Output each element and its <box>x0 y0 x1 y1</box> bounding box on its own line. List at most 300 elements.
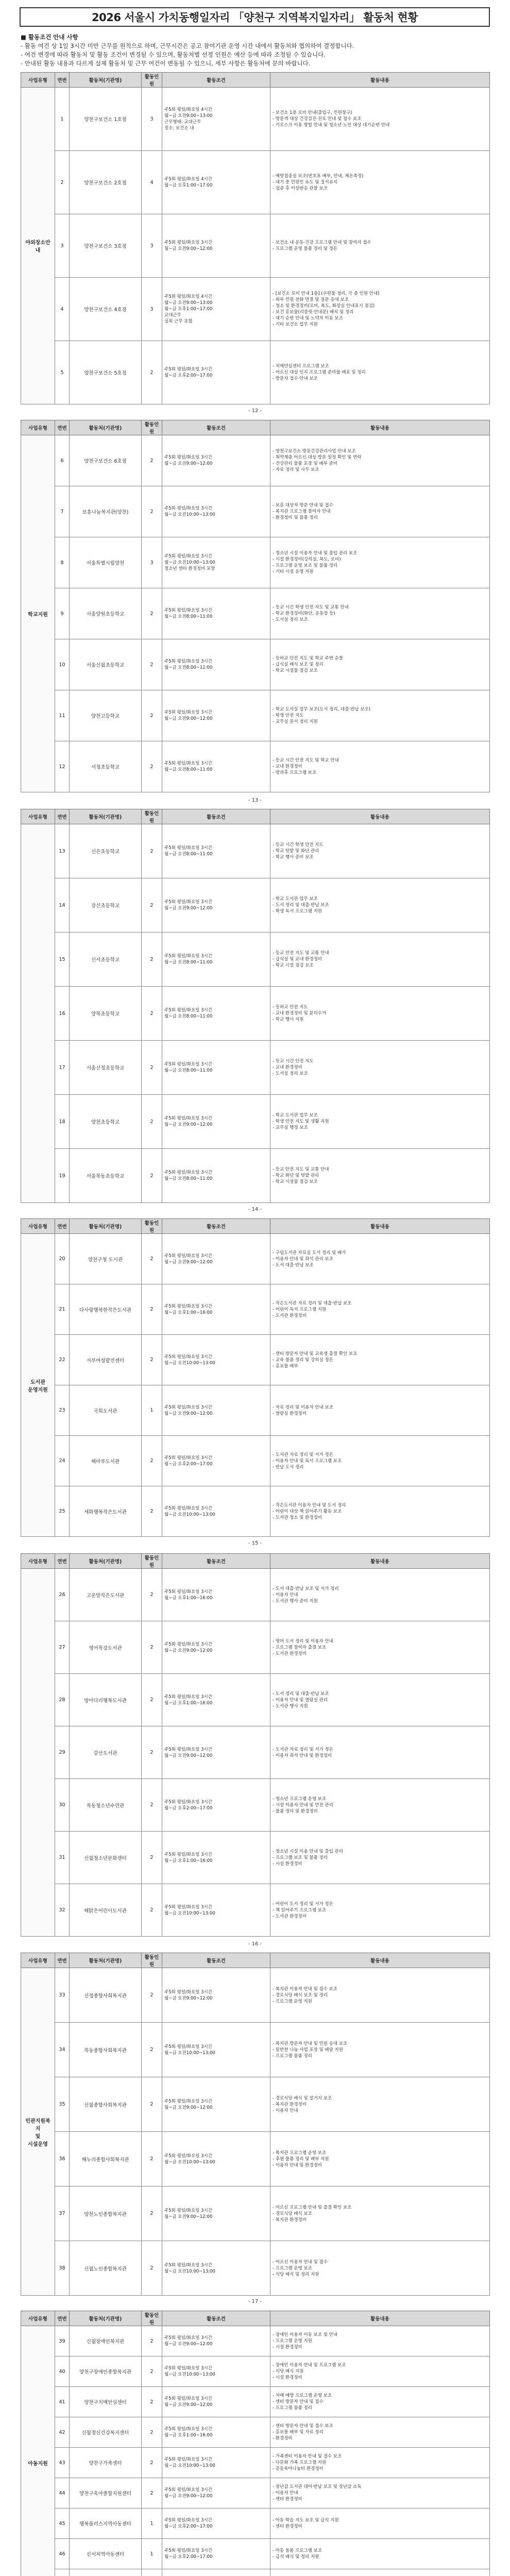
category-cell <box>21 824 55 1203</box>
table-row <box>21 1726 490 1779</box>
work-conditions: 주5회 평일/화요일 3시간 월~금 오후1:00~16:00 <box>162 1569 270 1621</box>
row-number: 40 <box>55 2357 70 2387</box>
column-header: 활동처(기관명) <box>70 73 142 88</box>
headcount: 2 <box>142 2478 162 2509</box>
row-number: 30 <box>55 1779 70 1832</box>
table-block <box>21 1953 489 2296</box>
column-header: 활동조건 <box>162 809 270 824</box>
work-conditions: 주5회 평일/화요일 3시간 월~금 오전9:00~12:00 <box>162 1385 270 1436</box>
work-conditions: 주5회 평일/화요일 3시간 월~금 오전8:00~11:00 <box>162 588 270 639</box>
column-header: 활동조건 <box>162 73 270 88</box>
org-name: 서울신월초등학교 <box>70 639 142 690</box>
work-conditions: 주5회 평일/화요일 3시간 월~금 오전9:00~12:00 <box>162 1968 270 2023</box>
row-number: 17 <box>55 1041 70 1095</box>
headcount: 3 <box>142 88 162 151</box>
headcount: 2 <box>142 1832 162 1884</box>
work-conditions: 주5회 평일/화요일 3시간 월~금 오전9:00~12:00 <box>162 1234 270 1284</box>
row-number: 22 <box>55 1335 70 1385</box>
work-conditions: 주5회 평일/화요일 3시간 월~금 오전10:00~13:00 <box>162 2241 270 2296</box>
work-conditions: 주5회 평일/화요일 3시간 월~금 오전9:00~12:00 <box>162 1095 270 1149</box>
table-block <box>21 72 489 404</box>
column-header: 활동조건 <box>162 420 270 435</box>
page-number: - 17 - <box>248 2299 262 2304</box>
headcount: 2 <box>142 1726 162 1779</box>
org-name: 서울신정초등학교 <box>70 1041 142 1095</box>
row-number: 19 <box>55 1149 70 1203</box>
headcount: 2 <box>142 1674 162 1726</box>
table-row <box>21 1968 490 2023</box>
row-number: 39 <box>55 2326 70 2357</box>
row-number: 15 <box>55 933 70 987</box>
headcount: 2 <box>142 2187 162 2241</box>
work-duties: - 보건소 내 운동·건강 프로그램 안내 및 참여자 접수 - 프로그램 운영 물품 정리 및 정돈 <box>270 214 490 278</box>
work-conditions: 주5회 평일/화요일 3시간 월~금 오전9:00~12:00 <box>162 2478 270 2509</box>
work-duties: - 양천구보건소 방문건강관리사업 안내 보조 - 취약계층 어르신 대상 방문 일정 확인 및 연락 - 건강관리 물품 포장 및 배부 준비 - 자료 정리 및 사무 보조 <box>270 435 490 486</box>
headcount: 2 <box>142 1779 162 1832</box>
row-number: 14 <box>55 878 70 933</box>
category-cell: 도서관 운영지원 <box>21 1234 55 1537</box>
column-header: 사업유형 <box>21 2311 55 2326</box>
table-row <box>21 278 490 341</box>
row-number: 13 <box>55 824 70 878</box>
table-row <box>21 1149 490 1203</box>
table-row <box>21 537 490 588</box>
row-number: 26 <box>55 1569 70 1621</box>
column-header: 사업유형 <box>21 1953 55 1968</box>
org-name: 서울특별시립양천 <box>70 537 142 588</box>
row-number: 38 <box>55 2241 70 2296</box>
headcount: 2 <box>142 2241 162 2296</box>
activity-table <box>21 420 490 792</box>
table-row <box>21 741 490 792</box>
org-name: 양천구보건소 3호점 <box>70 214 142 278</box>
column-header: 활동조건 <box>162 1554 270 1569</box>
headcount: 2 <box>142 1335 162 1385</box>
org-name: 세화행복작은도서관 <box>70 1486 142 1537</box>
row-number: 29 <box>55 1726 70 1779</box>
org-name: 방아다리행복도서관 <box>70 1674 142 1726</box>
table-row <box>21 341 490 404</box>
work-duties: - 어르신 이용자 안내 및 접수 - 프로그램 운영 보조 - 식당 배식 및 정리 지원 <box>270 2241 490 2296</box>
table-row <box>21 2478 490 2509</box>
column-header: 활동인원 <box>142 2311 162 2326</box>
org-name: 신서지역아동센터 <box>70 2539 142 2569</box>
category-cell: 민관지원복지 및 시설운영 <box>21 1968 55 2296</box>
table-row <box>21 1234 490 1284</box>
column-header: 연번 <box>55 809 70 824</box>
row-number: 16 <box>55 987 70 1041</box>
page-number: - 12 - <box>248 408 262 414</box>
headcount: 2 <box>142 933 162 987</box>
row-number: 35 <box>55 2077 70 2132</box>
work-duties: - 등교 시간 학생 안전 지도 및 교통 안내 - 학교 환경정비(화단, 운동장 등) - 도서실 정리 보조 <box>270 588 490 639</box>
work-duties: - 작은도서관 자료 정리 및 대출·반납 보조 - 어린이 독서 프로그램 지원 - 도서관 환경정비 <box>270 1284 490 1335</box>
row-number: 32 <box>55 1884 70 1937</box>
row-number: 7 <box>55 486 70 537</box>
work-conditions: 주5회 평일/화요일 3시간 월~금 오후1:00~16:00 <box>162 1832 270 1884</box>
table-block <box>21 1218 489 1537</box>
column-header: 활동인원 <box>142 1953 162 1968</box>
work-duties: - 경로식당 배식 및 설거지 보조 - 복지관 환경정비 - 이용자 안내 <box>270 2077 490 2132</box>
table-row <box>21 2387 490 2417</box>
work-conditions: 주5회 평일/화요일 3시간 월~금 오전10:00~13:00 <box>162 2132 270 2187</box>
column-header: 연번 <box>55 420 70 435</box>
category-cell: 학교지원 <box>21 435 55 792</box>
org-name <box>70 2569 142 2576</box>
headcount: 2 <box>142 690 162 741</box>
headcount: 2 <box>142 1149 162 1203</box>
work-conditions: 주5회 평일/화요일 3시간 월~금 오후1:00~16:00 <box>162 1284 270 1335</box>
org-name: 신월노인종합복지관 <box>70 2241 142 2296</box>
column-header: 활동인원 <box>142 1554 162 1569</box>
headcount: 2 <box>142 588 162 639</box>
row-number: 5 <box>55 341 70 404</box>
column-header: 활동인원 <box>142 809 162 824</box>
row-number: 21 <box>55 1284 70 1335</box>
work-conditions: 주5회 평일/화요일 3시간 월~금 오전8:00~11:00 <box>162 639 270 690</box>
headcount: 2 <box>142 878 162 933</box>
work-duties: - 예방접종실 보조(번호표 배부, 안내, 체온측정) - 대기 중 민원인 유도 및 질서유지 - 접종 후 이상반응 관찰 보조 <box>270 151 490 214</box>
row-number: 12 <box>55 741 70 792</box>
work-conditions: 주5회 평일/화요일 3시간 월~금 오후2:00~17:00 <box>162 2509 270 2539</box>
org-name: 신월장애인복지관 <box>70 2326 142 2357</box>
row-number: 33 <box>55 1968 70 2023</box>
org-name: 양천구보건소 2호점 <box>70 151 142 214</box>
headcount: 1 <box>142 2539 162 2569</box>
column-header: 사업유형 <box>21 73 55 88</box>
work-duties: - 학교 도서관 업무 보조 - 도서 정리 및 대출·반납 보조 - 학생 독서 프로그램 지원 <box>270 878 490 933</box>
work-duties <box>270 2569 490 2576</box>
work-duties: - 등교 안전 지도 및 교통 안내 - 급식실 및 교내 환경정비 - 학교 시설 점검 보조 <box>270 933 490 987</box>
org-name: 신월청소년문화센터 <box>70 1832 142 1884</box>
org-name: 양천초등학교 <box>70 1095 142 1149</box>
row-number: 18 <box>55 1095 70 1149</box>
work-conditions: 주5회 평일/화요일 3시간 월~금 오전8:00~11:00 <box>162 1041 270 1095</box>
work-conditions: 주5회 평일/화요일 3시간 월~금 오후1:00~16:00 <box>162 2417 270 2448</box>
org-name: 해맑은어린이도서관 <box>70 1884 142 1937</box>
work-duties: - 치매 예방 프로그램 운영 보조 - 센터 방문자 안내 및 접수 - 프로그램 물품 정리 <box>270 2387 490 2417</box>
work-conditions: 주5회 평일/화요일 3시간 월~금 오전8:00~11:00 <box>162 1149 270 1203</box>
org-name: 양천고등학교 <box>70 690 142 741</box>
org-name: 서부여성발전센터 <box>70 1335 142 1385</box>
work-duties: - 작은도서관 이용자 안내 및 도서 정리 - 어린이 대상 책 읽어주기 활동 보조 - 도서관 청소 및 환경정비 <box>270 1486 490 1537</box>
work-conditions: 주5회 평일/화요일 3시간 월~금 오후2:00~17:00 <box>162 1779 270 1832</box>
row-number: 41 <box>55 2387 70 2417</box>
work-duties: - 장애인 이용자 안내 및 프로그램 보조 - 식당 배식 지원 - 시설 환경정비 <box>270 2357 490 2387</box>
column-header: 활동인원 <box>142 1219 162 1234</box>
table-row <box>21 1779 490 1832</box>
column-header: 활동조건 <box>162 1219 270 1234</box>
work-duties: - 영어 도서 정리 및 이용자 안내 - 프로그램 참여자 출결 보조 - 도서관 환경정비 <box>270 1621 490 1674</box>
note-line: - 활동 여건 상 1일 3시간 미만 근무를 원칙으로 하며, 근무시간은 공고 참여기관 운영 시간 내에서 활동처와 협의하여 결정합니다. <box>21 42 354 49</box>
work-duties: - 센터 방문자 안내 및 접수 보조 - 홍보물 배부 및 자료 정리 - 환경정비 <box>270 2417 490 2448</box>
row-number: 6 <box>55 435 70 486</box>
row-number: 37 <box>55 2187 70 2241</box>
column-header: 활동처(기관명) <box>70 420 142 435</box>
column-header: 활동내용 <box>270 420 490 435</box>
org-name: 신서초등학교 <box>70 933 142 987</box>
headcount: 2 <box>142 2132 162 2187</box>
work-duties: - 도서관 자료 정리 및 서가 정돈 - 이용자 좌석 안내 및 환경정비 <box>270 1726 490 1779</box>
headcount: 2 <box>142 2387 162 2417</box>
table-header-row <box>21 420 490 435</box>
work-duties: - 가족센터 이용자 안내 및 접수 보조 - 다문화 가족 프로그램 지원 - 공동육아나눔터 환경정비 <box>270 2448 490 2478</box>
page-number: - 15 - <box>248 1540 262 1546</box>
row-number: 34 <box>55 2023 70 2077</box>
org-name: 신월종합사회복지관 <box>70 2077 142 2132</box>
work-duties: - 학교 도서실 업무 보조(도서 정리, 대출·반납 보조) - 학생 안전 지도 - 교무실 문서 정리 지원 <box>270 690 490 741</box>
work-duties: - 등하교 안전 지도 - 교내 환경정비 및 분리수거 - 학교 행사 지원 <box>270 987 490 1041</box>
table-row <box>21 1569 490 1621</box>
work-duties: - 도서 대출·반납 보조 및 서가 정리 - 이용자 안내 - 도서관 행사 준비 지원 <box>270 1569 490 1621</box>
org-name: 신은초등학교 <box>70 824 142 878</box>
row-number: 24 <box>55 1436 70 1486</box>
page-number: - 13 - <box>248 798 262 803</box>
activity-table <box>21 72 490 404</box>
work-duties: - 등교 안전 지도 및 교통 안내 - 학교 화단 및 텃밭 관리 - 학교 시설물 점검 보조 <box>270 1149 490 1203</box>
table-row <box>21 1621 490 1674</box>
headcount: 2 <box>142 1041 162 1095</box>
work-conditions: 주5회 평일/화요일 3시간 월~금 오후2:00~17:00 <box>162 1436 270 1486</box>
headcount: 3 <box>142 214 162 278</box>
org-name: 양천노인종합복지관 <box>70 2187 142 2241</box>
org-name: 고운말작은도서관 <box>70 1569 142 1621</box>
row-number: 20 <box>55 1234 70 1284</box>
table-row <box>21 1486 490 1537</box>
org-name: 보훈나눔복지관(양천) <box>70 486 142 537</box>
org-name: 양천구보건소 5호점 <box>70 341 142 404</box>
row-number: 46 <box>55 2539 70 2569</box>
work-duties: - 등교 시간 안전 지도 - 교내 환경정비 - 도서실 정리 보조 <box>270 1041 490 1095</box>
org-name: 다사랑행복한작은도서관 <box>70 1284 142 1335</box>
column-header: 활동처(기관명) <box>70 1219 142 1234</box>
org-name: 양목초등학교 <box>70 987 142 1041</box>
work-conditions: 주5회 평일/화요일 3시간 월~금 오전9:00~12:00 <box>162 2326 270 2357</box>
table-row <box>21 486 490 537</box>
work-duties: - 복지관 프로그램 운영 보조 - 후원 물품 정리 및 배부 지원 - 이용자 안내 및 환경정비 <box>270 2132 490 2187</box>
work-conditions: 주5회 평일/화요일 3시간 월~금 오전8:00~11:00 <box>162 933 270 987</box>
row-number: 43 <box>55 2448 70 2478</box>
work-duties: - 등하교 안전 지도 및 학교 주변 순찰 - 급식실 배식 보조 및 정리 - 학교 시설물 점검 보조 <box>270 639 490 690</box>
work-conditions: 주5회 평일/화요일 3시간 월~금 오후1:00~16:00 <box>162 1674 270 1726</box>
work-conditions: 주5회 평일/화요일 4시간 월~금 오후1:00~17:00 <box>162 151 270 214</box>
work-duties: - 장난감 도서관 대여·반납 보조 및 장난감 소독 - 이용자 안내 - 센터 환경정비 <box>270 2478 490 2509</box>
column-header: 사업유형 <box>21 809 55 824</box>
column-header: 활동내용 <box>270 809 490 824</box>
column-header: 활동인원 <box>142 420 162 435</box>
headcount: 2 <box>142 1486 162 1537</box>
table-block <box>21 1553 489 1937</box>
activity-table <box>21 1553 490 1937</box>
work-duties: - 도서 정리 및 대출·반납 보조 - 이용자 안내 및 열람실 관리 - 도서관 행사 지원 <box>270 1674 490 1726</box>
work-conditions: 주5회 평일/화요일 3시간 월~금 오전9:00~12:00 <box>162 214 270 278</box>
row-number: 31 <box>55 1832 70 1884</box>
column-header: 연번 <box>55 1953 70 1968</box>
headcount: 2 <box>142 435 162 486</box>
table-row <box>21 1436 490 1486</box>
headcount: 2 <box>142 2417 162 2448</box>
work-conditions: 주5회 평일/화요일 3시간 월~금 오전10:00~13:00 <box>162 486 270 537</box>
column-header: 사업유형 <box>21 420 55 435</box>
row-number: 23 <box>55 1385 70 1436</box>
table-row <box>21 2448 490 2478</box>
work-duties: - 어르신 프로그램 안내 및 출결 확인 보조 - 경로식당 배식 보조 - 복지관 환경정비 <box>270 2187 490 2241</box>
column-header: 활동조건 <box>162 2311 270 2326</box>
column-header: 활동처(기관명) <box>70 1554 142 1569</box>
headcount: 2 <box>142 486 162 537</box>
table-row <box>21 2357 490 2387</box>
note-line: - 여건 변경에 따라 활동처 및 활동 조건이 변경될 수 있으며, 활동처별 선정 인원은 예산 등에 따라 조정될 수 있습니다. <box>21 51 326 58</box>
table-row <box>21 824 490 878</box>
table-row <box>21 2023 490 2077</box>
table-block <box>21 2311 489 2576</box>
work-duties: - 어린이 도서 정리 및 서가 정돈 - 책 읽어주기 프로그램 보조 - 도서관 환경정비 <box>270 1884 490 1937</box>
column-header: 활동처(기관명) <box>70 1953 142 1968</box>
org-name: 강신초등학교 <box>70 878 142 933</box>
work-duties: - 보훈 대상자 방문 안내 및 접수 - 복지관 프로그램 참여자 안내 - 환경정비 및 물품 정리 <box>270 486 490 537</box>
table-row <box>21 1095 490 1149</box>
work-conditions: 주5회 평일/화요일 3시간 월~금 오전10:00~13:00 <box>162 2448 270 2478</box>
work-conditions: 주5회 평일/화요일 3시간 월~금 오전10:00~13:00 청소년 센터 환경정비 포함 <box>162 537 270 588</box>
work-duties: - 등교 시간 학생 안전 지도 - 학교 텃밭 및 화단 관리 - 학교 행사 준비 보조 <box>270 824 490 878</box>
org-name: 해마루도서관 <box>70 1436 142 1486</box>
work-duties: - 복지관 방문자 안내 및 민원 응대 보조 - 밑반찬 나눔 사업 포장 및 배달 지원 - 프로그램 물품 정리 <box>270 2023 490 2077</box>
work-duties: - 구립도서관 자료실 도서 정리 및 배가 - 이용자 안내 및 좌석 관리 보조 - 도서 대출·반납 보조 <box>270 1234 490 1284</box>
org-name: 신월정신건강복지센터 <box>70 2417 142 2448</box>
work-conditions: 주5회 평일/화요일 3시간 월~금 오전8:00~11:00 <box>162 741 270 792</box>
headcount <box>142 2569 162 2576</box>
headcount: 2 <box>142 2077 162 2132</box>
org-name: 양천구장애인종합복지관 <box>70 2357 142 2387</box>
table-row <box>21 1884 490 1937</box>
org-name: 행복플러스지역아동센터 <box>70 2509 142 2539</box>
activity-table <box>21 1953 490 2296</box>
headcount: 2 <box>142 2326 162 2357</box>
work-conditions: 주5회 평일/화요일 3시간 월~금 오전9:00~12:00 <box>162 1726 270 1779</box>
work-duties: - 도서관 자료 정리 및 서가 정돈 - 이용자 안내 및 독서 프로그램 보조 - 반납 도서 정리 <box>270 1436 490 1486</box>
headcount: 2 <box>142 639 162 690</box>
headcount: 2 <box>142 741 162 792</box>
work-conditions <box>162 2569 270 2576</box>
work-duties: - 학교 도서관 업무 보조 - 학생 안전 지도 및 생활 지원 - 교무실 행정 보조 <box>270 1095 490 1149</box>
row-number: 28 <box>55 1674 70 1726</box>
work-conditions: 주5회 평일/화요일 3시간 월~금 오전9:00~12:00 <box>162 690 270 741</box>
headcount: 2 <box>142 1569 162 1621</box>
table-row <box>21 1674 490 1726</box>
column-header: 활동조건 <box>162 1953 270 1968</box>
headcount: 2 <box>142 987 162 1041</box>
column-header: 연번 <box>55 1219 70 1234</box>
table-row <box>21 1284 490 1335</box>
column-header: 활동내용 <box>270 2311 490 2326</box>
org-name: 양천구치매안심센터 <box>70 2387 142 2417</box>
category-cell <box>21 1569 55 1937</box>
table-header-row <box>21 1953 490 1968</box>
table-row <box>21 878 490 933</box>
row-number: 11 <box>55 690 70 741</box>
activity-table <box>21 1218 490 1537</box>
column-header: 활동처(기관명) <box>70 809 142 824</box>
work-conditions: 주5회 평일/화요일 3시간 월~금 오후2:00~17:00 <box>162 341 270 404</box>
work-conditions: 주5회 평일/화요일 3시간 월~금 오전8:00~11:00 <box>162 987 270 1041</box>
column-header: 활동내용 <box>270 1554 490 1569</box>
row-number: 2 <box>55 151 70 214</box>
row-number: 10 <box>55 639 70 690</box>
headcount: 2 <box>142 1436 162 1486</box>
work-duties: - 센터 방문자 안내 및 교육생 출결 확인 보조 - 교육 물품 정리 및 강의실 정돈 - 홍보물 배부 <box>270 1335 490 1385</box>
work-conditions: 주5회 평일/화요일 3시간 월~금 오전10:00~13:00 <box>162 1335 270 1385</box>
table-row <box>21 933 490 987</box>
work-conditions: 주5회 평일/화요일 3시간 월~금 오전9:00~12:00 <box>162 2077 270 2132</box>
headcount: 2 <box>142 1095 162 1149</box>
table-row <box>21 1385 490 1436</box>
table-row <box>21 214 490 278</box>
row-number: 42 <box>55 2417 70 2448</box>
table-header-row <box>21 2311 490 2326</box>
column-header: 연번 <box>55 1554 70 1569</box>
org-name: 목동종합사회복지관 <box>70 2023 142 2077</box>
headcount: 2 <box>142 2023 162 2077</box>
work-duties: - 장애인 이용자 이동 보조 및 안내 - 프로그램 운영 지원 - 시설 환경정비 <box>270 2326 490 2357</box>
headcount: 2 <box>142 1621 162 1674</box>
row-number: 25 <box>55 1486 70 1537</box>
org-name: 서정초등학교 <box>70 741 142 792</box>
headcount: 3 <box>142 537 162 588</box>
headcount: 2 <box>142 2448 162 2478</box>
org-name: 양천구보건소 1호점 <box>70 88 142 151</box>
table-row <box>21 2187 490 2241</box>
page-number: - 14 - <box>248 1207 262 1212</box>
headcount: 2 <box>142 341 162 404</box>
work-duties: - 청소년 프로그램 운영 보조 - 시설 이용자 안내 및 안전 관리 - 물품 정리 및 환경정비 <box>270 1779 490 1832</box>
org-name: 영어특강도서관 <box>70 1621 142 1674</box>
work-conditions: 주5회 평일/화요일 3시간 월~금 오전10:00~13:00 <box>162 1486 270 1537</box>
work-duties: - 청소년 시설 이용자 안내 및 출입 관리 보조 - 시설 환경정비(강의실, 복도, 로비) - 프로그램 운영 보조 및 물품 정리 - 기타 시설 운영 지원 <box>270 537 490 588</box>
org-name: 양천구청 도시관 <box>70 1234 142 1284</box>
table-block <box>21 809 489 1203</box>
org-name: 양천구가족센터 <box>70 2448 142 2478</box>
org-name: 신정종합사회복지관 <box>70 1968 142 2023</box>
table-header-row <box>21 73 490 88</box>
column-header: 활동내용 <box>270 1219 490 1234</box>
work-duties: - 치매안심센터 프로그램 보조 - 어르신 대상 인지 프로그램 준비물 배포 및 정리 - 방문자 접수·안내 보조 <box>270 341 490 404</box>
work-conditions: 주5회 평일/화요일 3시간 월~금 오전9:00~12:00 <box>162 435 270 486</box>
row-number <box>55 2569 70 2576</box>
org-name: 갈산도서관 <box>70 1726 142 1779</box>
table-header-row <box>21 1554 490 1569</box>
row-number: 4 <box>55 278 70 341</box>
table-row <box>21 2077 490 2132</box>
row-number: 44 <box>55 2478 70 2509</box>
org-name: 서울목동초등학교 <box>70 1149 142 1203</box>
category-cell: 아동지원 <box>21 2326 55 2576</box>
table-row <box>21 2569 490 2576</box>
table-row <box>21 435 490 486</box>
column-header: 활동인원 <box>142 73 162 88</box>
work-conditions: 주5회 평일/화요일 3시간 월~금 오전9:00~12:00 <box>162 878 270 933</box>
org-name: 해누리종합사회복지관 <box>70 2132 142 2187</box>
document-title: 2026 서울시 가치동행일자리 「양천구 지역복지일자리」 활동처 현황 <box>20 7 490 27</box>
headcount: 2 <box>142 1234 162 1284</box>
work-conditions: 주5회 평일/화요일 3시간 월~금 오전10:00~13:00 <box>162 2357 270 2387</box>
work-duties: - 청소년 시설 이용 안내 및 출입 관리 - 프로그램 보조 및 물품 정리 - 시설 환경정비 <box>270 1832 490 1884</box>
column-header: 사업유형 <box>21 1219 55 1234</box>
row-number: 3 <box>55 214 70 278</box>
notes-title: ■ 활동조건 안내 사항 <box>21 33 78 41</box>
table-header-row <box>21 1219 490 1234</box>
table-row <box>21 2509 490 2539</box>
work-conditions: 주5회 평일/화요일 3시간 월~금 오전10:00~13:00 <box>162 2023 270 2077</box>
